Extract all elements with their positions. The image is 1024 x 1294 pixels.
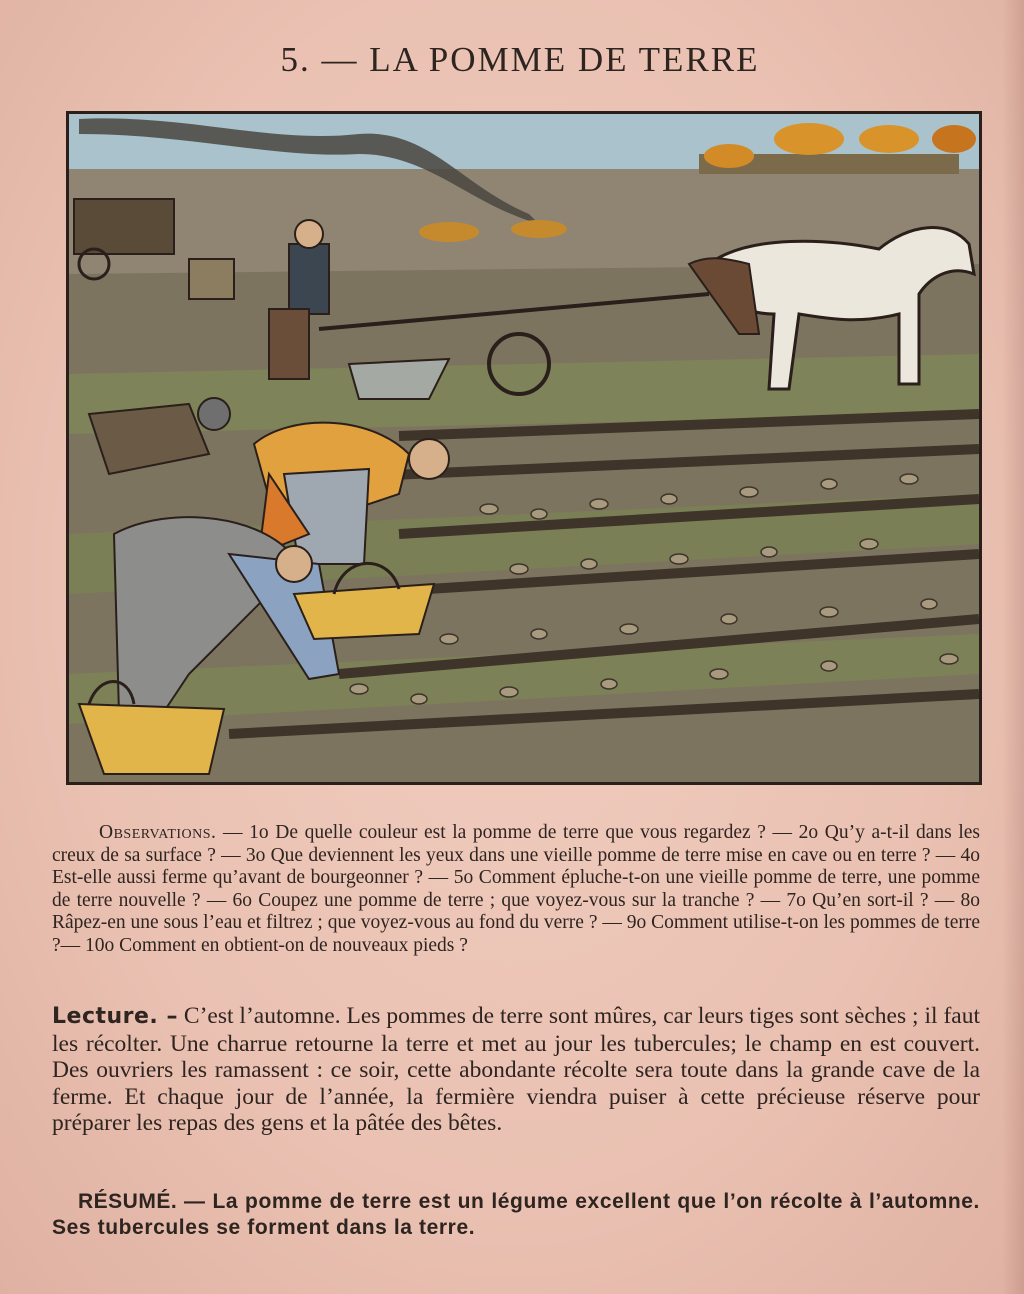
lecture-paragraph — [52, 1003, 980, 1137]
observations-text: — 1o De quelle couleur est la pomme de terre que vous regardez ? — 2o Qu’y a-t-il dans les creux de sa surface ? — 3o Que deviennent les yeux dans une vieille pomme de terre mise en cave ou en terre ? — 4o Est-elle aussi ferme qu’avant de bourgeonner ? — 5o Comment épluche-t-on une vieille pomme de terre, une pomme de terre nouvelle ? — 6o Coupez une pomme de terre ; que voyez-vous sur la tranche ? — 7o Qu’en sort-il ? — 8o Râpez-en une sous l’eau et filtrez ; que voyez-vous au fond du verre ? — 9o Comment utilise-t-on les pommes de terre ?— 10o Comment en obtient-on de nouveaux pieds ? — [52, 822, 980, 956]
observations-label: Observations. — [99, 822, 217, 843]
bonfire — [419, 222, 479, 242]
lecture-text: C’est l’automne. Les pommes de terre sont mûres, car leurs tiges sont sèches ; il faut les récolter. Une charrue retourne la terre et met au jour les tubercules; le champ en est couvert. Des ouvriers les ramassent : ce soir, cette abondante récolte sera toute dans la grande cave de la ferme. Et chaque jour de l’année, la fermière viendra puiser à cette précieuse réserve pour préparer les repas des gens et la pâtée des bêtes. — [52, 1003, 980, 1137]
resume-paragraph — [52, 1189, 980, 1241]
resume-label: RÉSUMÉ. — [78, 1190, 178, 1213]
observations-paragraph — [52, 822, 980, 958]
harvest-scene-drawing — [69, 114, 979, 782]
page-title: 5. — LA POMME DE TERRE — [280, 40, 760, 79]
resume-text: — La pomme de terre est un légume excellent que l’on récolte à l’automne. Ses tubercules se forment dans la terre. — [52, 1190, 980, 1239]
lecture-label: Lecture. – — [52, 1004, 178, 1029]
bonfire — [511, 220, 567, 238]
page-edge-shadow — [1002, 0, 1024, 1294]
harvest-illustration — [66, 111, 982, 785]
